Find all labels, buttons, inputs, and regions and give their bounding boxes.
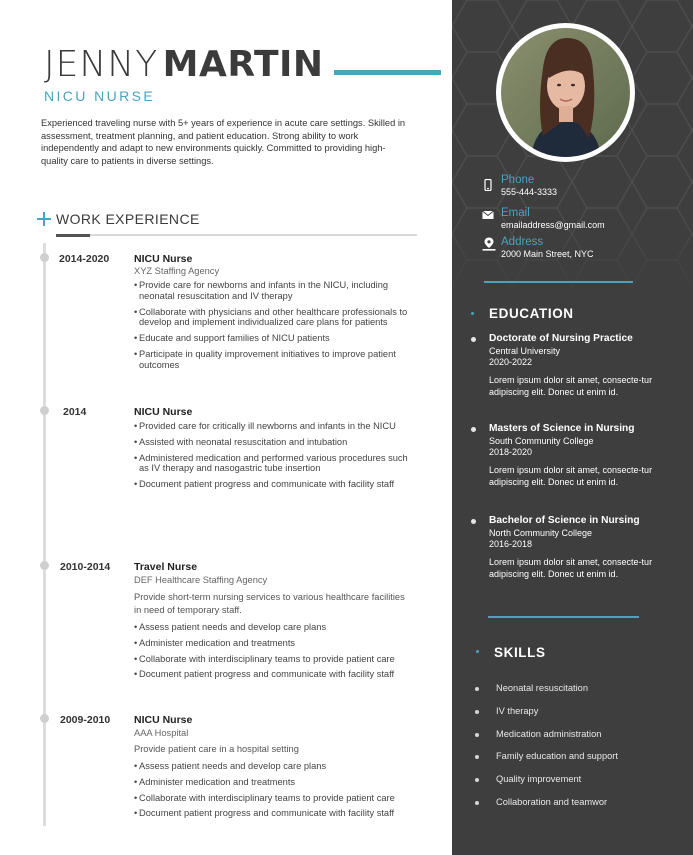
school-name: Central University [489,346,561,356]
school-name: South Community College [489,436,594,446]
bullet-dot [475,733,479,737]
phone-value: 555-444-3333 [501,187,558,197]
skill-label: Family education and support [496,751,618,761]
section-dot [471,312,474,315]
email-label: Email [501,207,530,219]
work-experience-header [37,211,200,227]
education-years: 2020-2022 [489,357,533,367]
email-icon [482,209,494,221]
name-accent-rule [334,70,441,75]
profile-summary: Experienced traveling nurse with 5+ years of experience in acute care settings. Skilled in assessment, treatment planning, and patient education. Strong ability to work independently and adapt to new environments quickly. Committed to providing high-quality care to patients in diverse settings. [41,118,406,166]
timeline-dot [40,253,49,262]
education-years: 2018-2020 [489,447,533,457]
education-title: EDUCATION [489,306,574,321]
last-name: MARTIN [162,44,324,85]
education-description: Lorem ipsum dolor sit amet, consecte-tur adipiscing elit. Donec ut enim id. [489,557,653,579]
timeline-dot [40,714,49,723]
section-divider [56,234,417,236]
list-item: • Collaborate with physicians and other healthcare professionals to develop and implement individualized care plans for patients [134,307,419,329]
bullet-dot [471,337,476,342]
job-description: Provide short-term nursing services to various healthcare facilities in need of temporary staff. [134,592,405,615]
list-item: • Document patient progress and communicate with facility staff [134,669,419,680]
job-description: Provide patient care in a hospital setting [134,744,299,754]
job-bullets [134,280,419,376]
bullet-dot [475,755,479,759]
job-bullets [134,421,419,495]
sidebar [452,0,693,855]
list-item: • Provided care for critically ill newborns and infants in the NICU [134,421,419,432]
job-company: XYZ Staffing Agency [134,266,220,276]
address-value: 2000 Main Street, NYC [501,249,594,259]
list-item: • Document patient progress and communicate with facility staff [134,808,419,819]
phone-icon [482,179,494,191]
contact-divider [484,281,633,283]
job-dates: 2010-2014 [60,561,111,573]
skill-label: Quality improvement [496,774,582,784]
address-label: Address [501,236,544,248]
job-dates: 2014 [63,406,87,418]
bullet-dot [471,519,476,524]
job-role: NICU Nurse [134,406,193,418]
phone-label: Phone [501,174,535,186]
bullet-dot [475,801,479,805]
work-experience-title: WORK EXPERIENCE [56,211,200,227]
bullet-dot [475,710,479,714]
education-description: Lorem ipsum dolor sit amet, consecte-tur adipiscing elit. Donec ut enim id. [489,465,653,487]
job-company: DEF Healthcare Staffing Agency [134,575,268,585]
timeline-line [43,243,46,826]
list-item: • Collaborate with interdisciplinary teams to provide patient care [134,793,419,804]
bullet-dot [471,427,476,432]
skill-label: IV therapy [496,706,539,716]
degree-title: Doctorate of Nursing Practice [489,333,633,344]
degree-title: Masters of Science in Nursing [489,423,635,434]
list-item: • Administer medication and treatments [134,638,419,649]
location-pin-icon [482,237,496,251]
job-bullets [134,761,419,824]
list-item: • Provide care for newborns and infants in the NICU, including neonatal resuscitation and IV therapy [134,280,419,302]
job-role: Travel Nurse [134,561,198,573]
profile-photo [501,28,630,157]
degree-title: Bachelor of Science in Nursing [489,515,640,526]
skill-label: Collaboration and teamwor [496,797,608,807]
skills-title: SKILLS [494,645,546,660]
section-divider-accent [56,234,90,237]
school-name: North Community College [489,528,593,538]
bullet-dot [475,778,479,782]
timeline-dot [40,561,49,570]
skill-label: Medication administration [496,729,602,739]
list-item: • Assess patient needs and develop care plans [134,761,419,772]
list-item: • Document patient progress and communicate with facility staff [134,479,419,490]
section-dot [476,650,479,653]
list-item: • Administer medication and treatments [134,777,419,788]
job-title: NICU NURSE [44,88,156,104]
bullet-dot [475,687,479,691]
skill-label: Neonatal resuscitation [496,683,588,693]
list-item: • Assess patient needs and develop care plans [134,622,419,633]
list-item: • Participate in quality improvement initiatives to improve patient outcomes [134,349,419,371]
job-role: NICU Nurse [134,253,193,265]
list-item: • Collaborate with interdisciplinary teams to provide patient care [134,654,419,665]
full-name [44,44,324,85]
timeline-dot [40,406,49,415]
first-name: JENNY [44,44,159,85]
list-item: • Educate and support families of NICU patients [134,333,419,344]
education-description: Lorem ipsum dolor sit amet, consecte-tur adipiscing elit. Donec ut enim id. [489,375,653,397]
job-dates: 2009-2010 [60,714,111,726]
list-item: • Administered medication and performed various procedures such as IV therapy and nasogastric tube insertion [134,453,419,475]
email-value: emailaddress@gmail.com [501,220,605,230]
job-role: NICU Nurse [134,714,193,726]
job-dates: 2014-2020 [59,253,110,265]
plus-icon [37,212,51,226]
job-bullets [134,622,419,685]
education-years: 2016-2018 [489,539,533,549]
job-company: AAA Hospital [134,728,189,738]
list-item: • Assisted with neonatal resuscitation and intubation [134,437,419,448]
education-divider [488,616,639,618]
